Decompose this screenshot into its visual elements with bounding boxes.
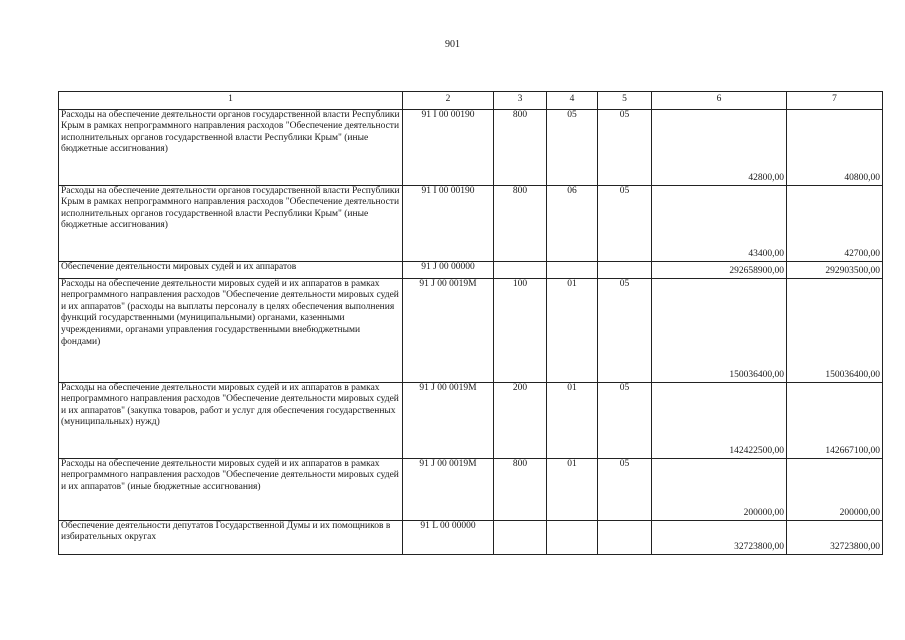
row-name: Расходы на обеспечение деятельности мировых судей и их аппаратов в рамках непрограммного направления расходов "Обеспечение деятельности мировых судей и их аппаратов" (расходы на выплаты персоналу в целях обеспечения выполнения функций государственными (муниципальными) органами, казенными учреждениями, органами управления государственными внебюджетными фондами) [59, 278, 403, 382]
row-amount-col6: 43400,00 [652, 185, 787, 261]
row-name: Расходы на обеспечение деятельности мировых судей и их аппаратов в рамках непрограммного направления расходов "Обеспечение деятельности мировых судей и их аппаратов" (закупка товаров, работ и услуг для обеспечения государственных (муниципальных) нужд) [59, 382, 403, 458]
row-col3: 800 [494, 185, 547, 261]
row-amount-col7: 32723800,00 [787, 520, 883, 554]
row-col5: 05 [598, 382, 652, 458]
row-col5 [598, 261, 652, 278]
budget-table [58, 91, 883, 555]
row-col3 [494, 261, 547, 278]
row-name: Расходы на обеспечение деятельности органов государственной власти Республики Крым в рамках непрограммного направления расходов "Обеспечение деятельности исполнительных органов государственной власти Республики Крым" (иные бюджетные ассигнования) [59, 109, 403, 185]
row-code: 91 L 00 00000 [403, 520, 494, 554]
header-row [59, 92, 883, 110]
column-header-7: 7 [787, 92, 883, 110]
row-col4: 01 [547, 458, 598, 520]
row-col4 [547, 261, 598, 278]
row-amount-col6: 292658900,00 [652, 261, 787, 278]
row-col4: 05 [547, 109, 598, 185]
row-col4: 01 [547, 382, 598, 458]
row-code: 91 I 00 00190 [403, 109, 494, 185]
row-col4: 01 [547, 278, 598, 382]
table-row [59, 278, 883, 382]
row-code: 91 I 00 00190 [403, 185, 494, 261]
row-col5: 05 [598, 185, 652, 261]
row-col3 [494, 520, 547, 554]
row-amount-col7: 292903500,00 [787, 261, 883, 278]
table-row [59, 520, 883, 554]
row-code: 91 J 00 0019M [403, 382, 494, 458]
row-amount-col7: 200000,00 [787, 458, 883, 520]
row-name: Обеспечение деятельности мировых судей и их аппаратов [59, 261, 403, 278]
row-col3: 800 [494, 109, 547, 185]
row-amount-col6: 42800,00 [652, 109, 787, 185]
row-col5 [598, 520, 652, 554]
table-row [59, 261, 883, 278]
column-header-4: 4 [547, 92, 598, 110]
row-col3: 800 [494, 458, 547, 520]
row-col3: 100 [494, 278, 547, 382]
column-header-3: 3 [494, 92, 547, 110]
column-header-1: 1 [59, 92, 403, 110]
row-name: Обеспечение деятельности депутатов Государственной Думы и их помощников в избирательных округах [59, 520, 403, 554]
page-number: 901 [445, 39, 460, 50]
table-row [59, 382, 883, 458]
column-header-6: 6 [652, 92, 787, 110]
row-col5: 05 [598, 458, 652, 520]
column-header-5: 5 [598, 92, 652, 110]
row-amount-col6: 142422500,00 [652, 382, 787, 458]
row-code: 91 J 00 0019M [403, 278, 494, 382]
column-header-2: 2 [403, 92, 494, 110]
row-amount-col6: 200000,00 [652, 458, 787, 520]
table-row [59, 458, 883, 520]
row-col4 [547, 520, 598, 554]
row-col4: 06 [547, 185, 598, 261]
row-amount-col6: 150036400,00 [652, 278, 787, 382]
row-amount-col7: 150036400,00 [787, 278, 883, 382]
row-amount-col7: 142667100,00 [787, 382, 883, 458]
row-col3: 200 [494, 382, 547, 458]
row-col5: 05 [598, 109, 652, 185]
row-col5: 05 [598, 278, 652, 382]
row-amount-col7: 40800,00 [787, 109, 883, 185]
table-row [59, 185, 883, 261]
row-name: Расходы на обеспечение деятельности органов государственной власти Республики Крым в рамках непрограммного направления расходов "Обеспечение деятельности исполнительных органов государственной власти Республики Крым" (иные бюджетные ассигнования) [59, 185, 403, 261]
row-amount-col7: 42700,00 [787, 185, 883, 261]
table-row [59, 109, 883, 185]
row-code: 91 J 00 0019M [403, 458, 494, 520]
row-code: 91 J 00 00000 [403, 261, 494, 278]
row-name: Расходы на обеспечение деятельности мировых судей и их аппаратов в рамках непрограммного направления расходов "Обеспечение деятельности мировых судей и их аппаратов" (иные бюджетные ассигнования) [59, 458, 403, 520]
row-amount-col6: 32723800,00 [652, 520, 787, 554]
